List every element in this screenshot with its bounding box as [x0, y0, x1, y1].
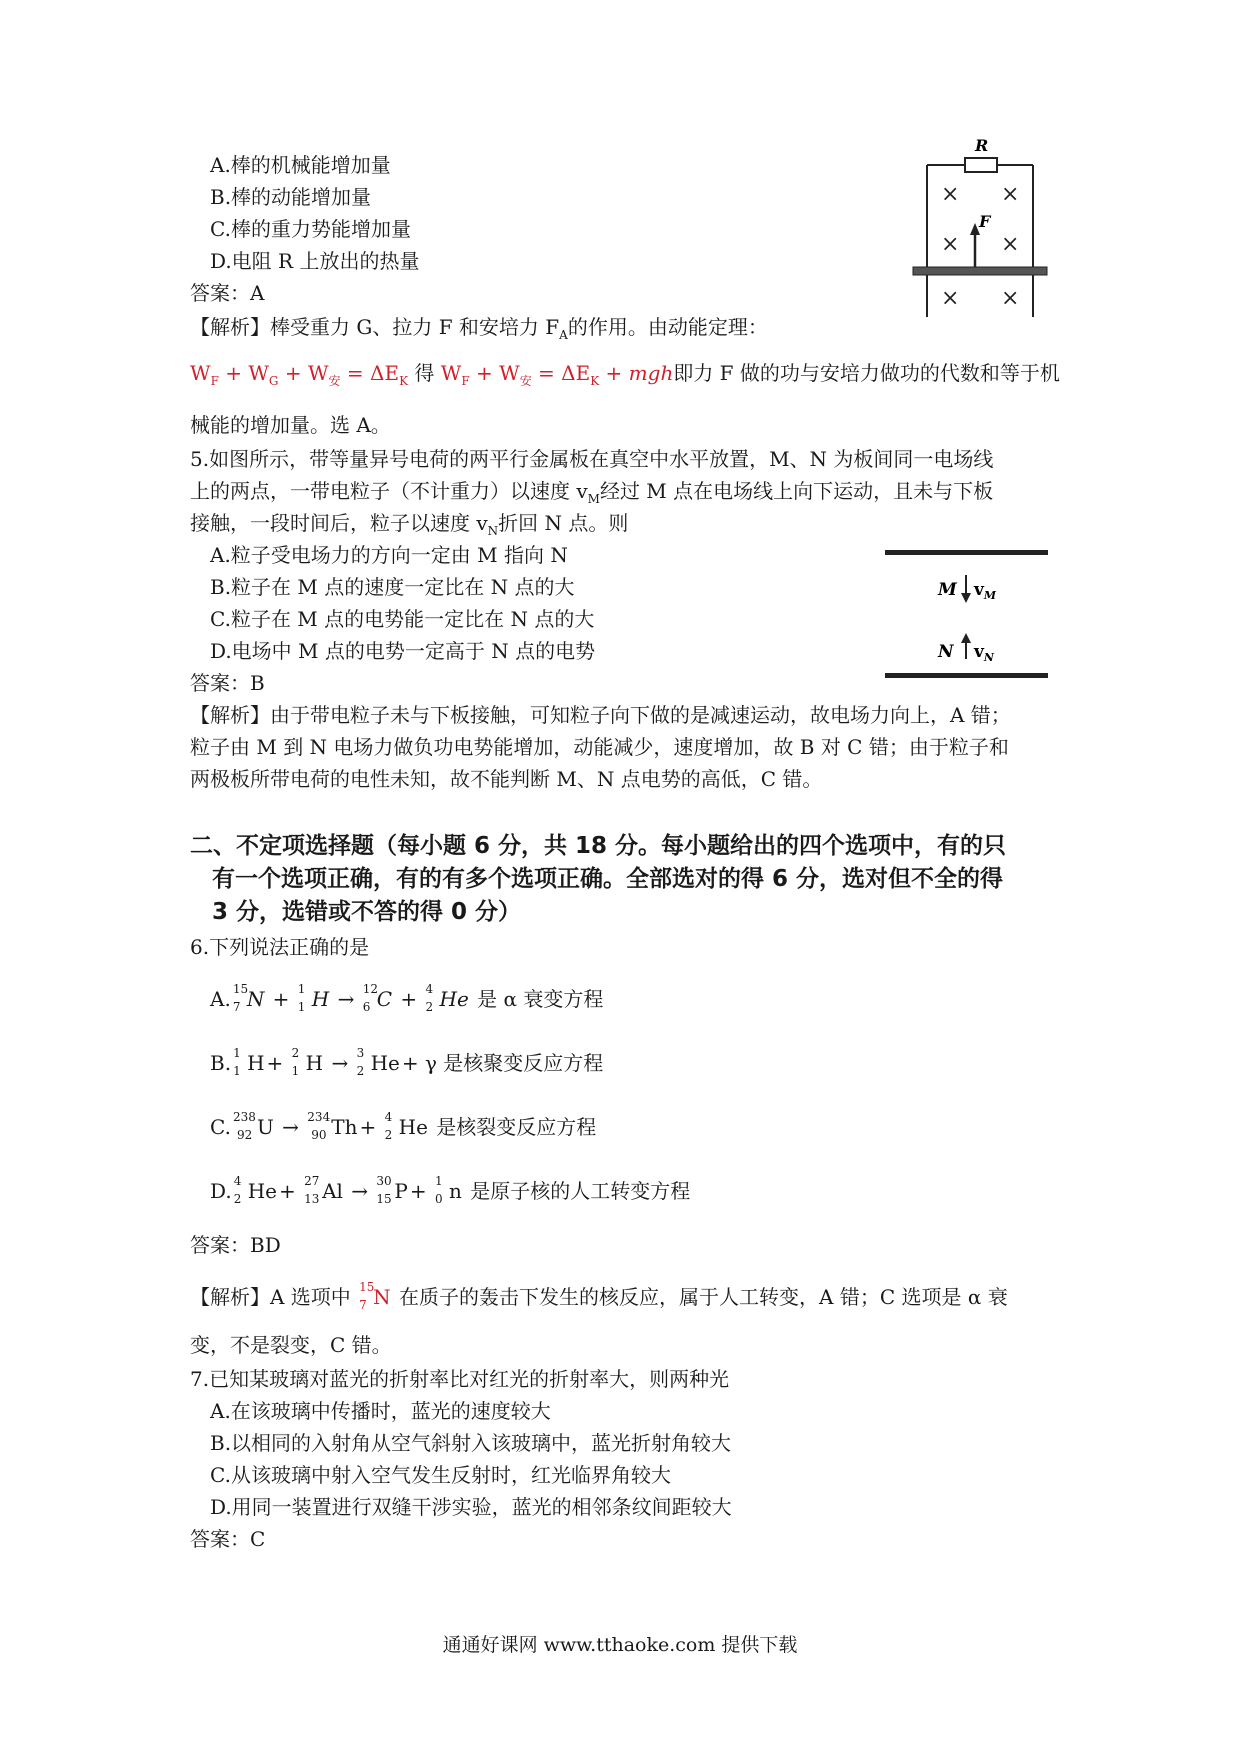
- q4-formula-line: [190, 358, 1060, 396]
- nuclide: 1 0 n: [435, 1174, 462, 1206]
- section-2-title: [190, 830, 1060, 929]
- q5-plates-figure: [880, 545, 1055, 685]
- q4-option-d: D.电阻 R 上放出的热量: [210, 249, 420, 273]
- formula-work-energy: $W_F + W_G + W_安 = \Delta E_K$: [190, 361, 409, 388]
- velocity-m-label: $v_M$: [974, 580, 997, 602]
- section-title-line: 二、不定项选择题（每小题 6 分，共 18 分。每小题给出的四个选项中，有的只: [190, 833, 1007, 859]
- analysis-prefix: 【解析】: [190, 315, 270, 339]
- analysis-text: 【解析】A 选项中: [190, 1285, 351, 1309]
- cross-mark: ×: [941, 232, 960, 257]
- nuclide: 2 1 H: [291, 1046, 324, 1078]
- analysis-text-end: 的作用。由动能定理：: [567, 315, 768, 339]
- nuclide: 12 6 C: [362, 982, 393, 1014]
- velocity-m-arrowhead: [961, 593, 971, 603]
- nuclide-red: 15 7 N: [359, 1280, 391, 1312]
- force-label: F: [979, 212, 991, 231]
- q7-option-c: C.从该玻璃中射入空气发生反射时，红光临界角较大: [210, 1463, 671, 1487]
- analysis-text: 棒受重力 G、拉力 F 和安培力 F: [270, 315, 560, 339]
- velocity-n-arrowhead: [961, 633, 971, 643]
- option-description: 是核裂变反应方程: [436, 1115, 597, 1139]
- stem-text: 上的两点，一带电粒子（不计重力）以速度 v: [190, 479, 588, 503]
- q5-analysis-2: 粒子由 M 到 N 电场力做负功电势能增加，动能减少，速度增加，故 B 对 C 错；由于粒子和: [190, 735, 1009, 759]
- stem-sub: M: [587, 492, 600, 506]
- q6-option-b: B. 1 1 H + 2 1 H → 3 2 He + γ 是核聚变反应方程: [210, 1046, 604, 1078]
- stem-text-end: 经过 M 点在电场线上向下运动，且未与下板: [599, 479, 994, 503]
- q5-option-b: B.粒子在 M 点的速度一定比在 N 点的大: [210, 575, 575, 599]
- lower-plate: [885, 673, 1048, 678]
- stem-sub: N: [487, 524, 499, 538]
- nuclide: 1 1 H: [297, 982, 330, 1014]
- section-title-line: 3 分，选错或不答的得 0 分）: [212, 899, 522, 925]
- q7-option-a: A.在该玻璃中传播时，蓝光的速度较大: [210, 1399, 551, 1423]
- resistor-label: R: [975, 136, 989, 155]
- analysis-text-end: 在质子的轰击下发生的核反应，属于人工转变，A 错；C 选项是 α 衰: [399, 1285, 1008, 1309]
- nuclide: 4 2 He: [425, 982, 469, 1014]
- q4-option-a: A.棒的机械能增加量: [210, 153, 391, 177]
- q7-stem: 7.已知某玻璃对蓝光的折射率比对红光的折射率大，则两种光: [190, 1367, 730, 1391]
- q5-stem-1: 5.如图所示，带等量异号电荷的两平行金属板在真空中水平放置，M、N 为板间同一电场线: [190, 447, 994, 471]
- q5-option-a: A.粒子受电场力的方向一定由 M 指向 N: [210, 543, 568, 567]
- formula-tail: 即力 F 做的功与安培力做功的代数和等于机: [673, 361, 1060, 385]
- section-title-line: 有一个选项正确，有的有多个选项正确。全部选对的得 6 分，选对但不全的得: [212, 866, 1004, 892]
- q4-analysis-line3: 械能的增加量。选 A。: [190, 413, 391, 437]
- q4-circuit-figure: [905, 135, 1055, 320]
- nuclide: 3 2 He: [356, 1046, 400, 1078]
- nuclide: 27 13 Al: [304, 1174, 343, 1206]
- q6-answer: 答案：BD: [190, 1233, 281, 1257]
- nuclide: 30 15 P: [376, 1174, 408, 1206]
- metal-rod: [913, 267, 1047, 275]
- analysis-sub: A: [559, 328, 568, 342]
- q5-answer: 答案：B: [190, 671, 265, 695]
- formula-result: $W_F + W_安 = \Delta E_K$ + mgh: [440, 361, 674, 388]
- resistor: [965, 158, 997, 172]
- q6-option-d: D. 4 2 He + 27 13 Al → 30 15 P + 1 0 n 是原子核的人工转变方程: [210, 1174, 691, 1206]
- stem-text: 接触，一段时间后，粒子以速度 v: [190, 511, 488, 535]
- cross-mark: ×: [1001, 286, 1020, 311]
- point-m-label: M: [938, 580, 957, 600]
- q6-option-a: A. 15 7 N + 1 1 H → 12 6 C + 4 2 He 是 α 衰变方程: [210, 982, 604, 1014]
- option-description: 是 α 衰变方程: [477, 987, 604, 1011]
- option-description: 是原子核的人工转变方程: [470, 1179, 691, 1203]
- q4-option-b: B.棒的动能增加量: [210, 185, 372, 209]
- cross-mark: ×: [1001, 232, 1020, 257]
- formula-connector: 得: [414, 361, 435, 385]
- q5-analysis-1: 【解析】由于带电粒子未与下板接触，可知粒子向下做的是减速运动，故电场力向上，A 错；: [190, 703, 1011, 727]
- q7-option-d: D.用同一装置进行双缝干涉实验，蓝光的相邻条纹间距较大: [210, 1495, 732, 1519]
- q6-analysis-1: [190, 1282, 1008, 1312]
- q4-answer: 答案：A: [190, 281, 265, 305]
- cross-mark: ×: [941, 286, 960, 311]
- point-n-label: N: [938, 642, 954, 662]
- q4-analysis-line1: [190, 312, 768, 350]
- nuclide: 15 7 N: [232, 982, 265, 1014]
- field-crosses: [941, 182, 1019, 311]
- q7-answer: 答案：C: [190, 1527, 266, 1551]
- nuclide: 4 2 He: [233, 1174, 277, 1206]
- page-footer: 通通好课网 www.tthaoke.com 提供下载: [442, 1634, 798, 1656]
- cross-mark: ×: [1001, 182, 1020, 207]
- stem-text-end: 折回 N 点。则: [498, 511, 629, 535]
- cross-mark: ×: [941, 182, 960, 207]
- q5-analysis-3: 两极板所带电荷的电性未知，故不能判断 M、N 点电势的高低，C 错。: [190, 767, 823, 791]
- q7-option-b: B.以相同的入射角从空气斜射入该玻璃中，蓝光折射角较大: [210, 1431, 732, 1455]
- q6-option-c: C. 238 92 U → 234 90 Th + 4 2 He 是核裂变反应方程: [210, 1110, 597, 1142]
- nuclide: 1 1 H: [233, 1046, 265, 1078]
- upper-plate: [885, 550, 1048, 555]
- q4-option-c: C.棒的重力势能增加量: [210, 217, 411, 241]
- velocity-n-label: $v_N$: [974, 642, 994, 664]
- nuclide: 238 92 U: [232, 1110, 274, 1142]
- nuclide: 234 90 Th: [307, 1110, 358, 1142]
- q5-option-c: C.粒子在 M 点的电势能一定比在 N 点的大: [210, 607, 595, 631]
- nuclide: 4 2 He: [384, 1110, 428, 1142]
- option-description: 是核聚变反应方程: [443, 1051, 604, 1075]
- q6-analysis-2: 变，不是裂变，C 错。: [190, 1333, 392, 1357]
- q6-stem: 6.下列说法正确的是: [190, 935, 370, 959]
- q5-option-d: D.电场中 M 点的电势一定高于 N 点的电势: [210, 639, 596, 663]
